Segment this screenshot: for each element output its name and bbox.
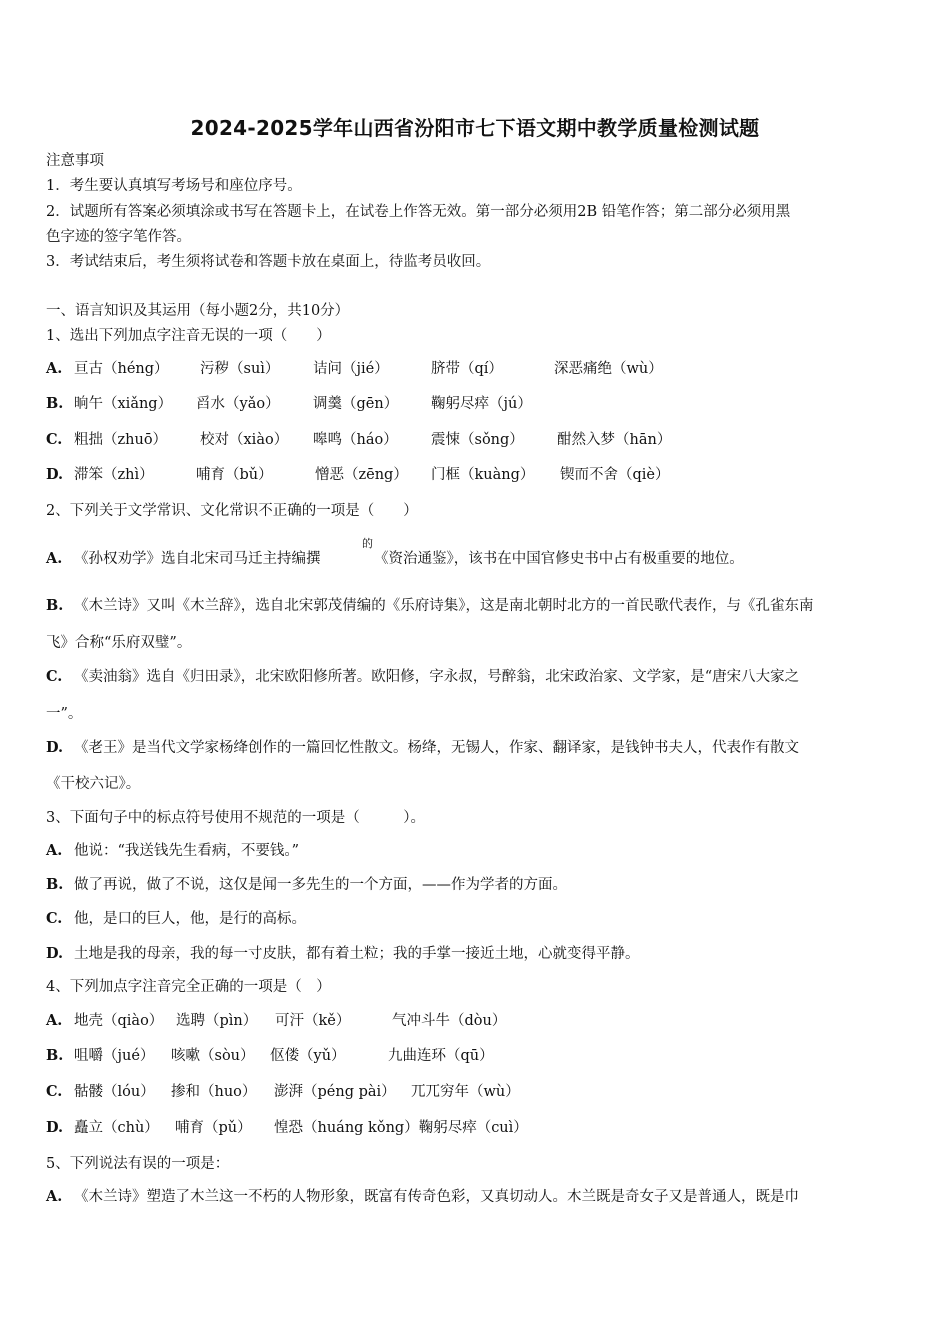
question-4-stem: 4、下列加点字注音完全正确的一项是（ ） (46, 979, 331, 995)
q3-option-c-text: 他，是口的巨人，他，是行的高标。 (74, 911, 306, 927)
q3-option-a-text: 他说：“我送钱先生看病，不要钱。” (74, 843, 300, 859)
q2-option-a-text-1: 《孙权劝学》选自北宋司马迁主持编撰 (74, 551, 321, 567)
q2-option-b-label: B. (46, 597, 64, 614)
q2-option-d-line-2: 《干校六记》。 (46, 776, 141, 792)
q1-option-d-label: D. (46, 466, 64, 483)
question-5-stem: 5、下列说法有误的一项是： (46, 1156, 230, 1172)
section-heading: 一、语言知识及其运用（每小题2分，共10分） (46, 303, 350, 319)
q1-d-item-1: 滞笨（zhì） (74, 467, 154, 483)
notice-heading: 注意事项 (46, 153, 104, 169)
q2-option-d-label: D. (46, 739, 64, 756)
q1-a-item-3: 诘问（jié） (313, 361, 389, 377)
q1-a-item-1: 亘古（héng） (74, 361, 169, 377)
q1-c-item-3: 嗥鸣（háo） (313, 432, 398, 448)
q1-c-item-1: 粗拙（zhuō） (74, 432, 168, 448)
q1-c-item-5: 酣然入梦（hān） (557, 432, 672, 448)
q2-option-a-raised-char: 的 (362, 537, 373, 550)
q1-d-item-4: 门框（kuàng） (431, 467, 535, 483)
q1-c-item-2: 校对（xiào） (200, 432, 289, 448)
q3-option-a-label: A. (46, 842, 63, 859)
q4-d-item-3: 惶恐（huáng kǒng）鞠躬尽瘁（cuì） (274, 1120, 528, 1136)
question-3-stem: 3、下面句子中的标点符号使用不规范的一项是（ ）。 (46, 810, 425, 826)
q1-a-item-2: 污秽（suì） (200, 361, 280, 377)
q4-a-item-4: 气冲斗牛（dòu） (392, 1013, 507, 1029)
q1-d-item-3: 憎恶（zēng） (315, 467, 408, 483)
q4-d-item-1: 矗立（chù） (74, 1120, 159, 1136)
q2-option-a-text-2: 《资治通鉴》，该书在中国官修史书中占有极重要的地位。 (374, 551, 744, 567)
q4-option-b-label: B. (46, 1047, 64, 1064)
q4-a-item-2: 选聘（pìn） (176, 1013, 258, 1029)
q4-d-item-2: 哺育（pǔ） (175, 1120, 252, 1136)
q1-option-c-label: C. (46, 431, 63, 448)
q2-option-d-line-1: 《老王》是当代文学家杨绛创作的一篇回忆性散文。杨绛，无锡人，作家、翻译家，是钱钟书夫人，代表作有散文 (74, 740, 799, 756)
q2-option-c-label: C. (46, 668, 63, 685)
q4-option-c-label: C. (46, 1083, 63, 1100)
q4-c-item-1: 骷髅（lóu） (74, 1084, 155, 1100)
question-2-stem: 2、下列关于文学常识、文化常识不正确的一项是（ ） (46, 503, 418, 519)
q1-d-item-5: 锲而不舍（qiè） (560, 467, 670, 483)
q4-c-item-4: 兀兀穷年（wù） (411, 1084, 520, 1100)
q4-option-d-label: D. (46, 1119, 64, 1136)
notice-item-2: 2．试题所有答案必须填涂或书写在答题卡上，在试卷上作答无效。第一部分必须用2B 铅笔作答；第二部分必须用黑 (46, 204, 791, 220)
q4-b-item-3: 伛偻（yǔ） (270, 1048, 346, 1064)
q2-option-a-label: A. (46, 550, 63, 567)
q1-b-item-2: 舀水（yǎo） (196, 396, 280, 412)
q4-c-item-3: 澎湃（péng pài） (274, 1084, 396, 1100)
q1-b-item-4: 鞠躬尽瘁（jú） (431, 396, 532, 412)
q3-option-b-text: 做了再说，做了不说，这仅是闻一多先生的一个方面，——作为学者的方面。 (74, 877, 567, 893)
question-1-stem: 1、选出下列加点字注音无误的一项（ ） (46, 328, 331, 344)
q4-a-item-3: 可汗（kě） (275, 1013, 351, 1029)
q1-a-item-4: 脐带（qí） (431, 361, 503, 377)
q3-option-c-label: C. (46, 910, 63, 927)
notice-item-2-cont: 色字迹的签字笔作答。 (46, 229, 191, 245)
q4-b-item-2: 咳嗽（sòu） (171, 1048, 255, 1064)
q3-option-d-label: D. (46, 945, 64, 962)
q3-option-d-text: 土地是我的母亲，我的每一寸皮肤，都有着土粒；我的手掌一接近土地，心就变得平静。 (74, 946, 640, 962)
q4-a-item-1: 地壳（qiào） (74, 1013, 164, 1029)
q4-b-item-1: 咀嚼（jué） (74, 1048, 155, 1064)
q1-b-item-1: 晌午（xiǎng） (74, 396, 173, 412)
q2-option-c-line-1: 《卖油翁》选自《归田录》，北宋欧阳修所著。欧阳修，字永叔，号醉翁，北宋政治家、文学家，是“唐宋八大家之 (74, 669, 800, 685)
q1-option-a-label: A. (46, 360, 63, 377)
q5-option-a-label: A. (46, 1188, 63, 1205)
q2-option-b-line-2: 飞》合称“乐府双璧”。 (46, 635, 192, 651)
document-title: 2024-2025学年山西省汾阳市七下语文期中教学质量检测试题 (190, 116, 760, 140)
q1-d-item-2: 哺育（bǔ） (196, 467, 273, 483)
q4-option-a-label: A. (46, 1012, 63, 1029)
q1-c-item-4: 震悚（sǒng） (431, 432, 524, 448)
q1-option-b-label: B. (46, 395, 64, 412)
q1-b-item-3: 调羹（gēn） (313, 396, 399, 412)
q1-a-item-5: 深恶痛绝（wù） (554, 361, 663, 377)
q4-c-item-2: 掺和（huo） (171, 1084, 257, 1100)
q5-option-a-line-1: 《木兰诗》塑造了木兰这一不朽的人物形象，既富有传奇色彩，又真切动人。木兰既是奇女子又是普通人，既是巾 (74, 1189, 799, 1205)
notice-item-1: 1．考生要认真填写考场号和座位序号。 (46, 178, 302, 194)
q2-option-c-line-2: 一”。 (46, 706, 83, 722)
q2-option-b-line-1: 《木兰诗》又叫《木兰辞》，选自北宋郭茂倩编的《乐府诗集》，这是南北朝时北方的一首民歌代表作，与《孔雀东南 (74, 598, 814, 614)
notice-item-3: 3．考试结束后，考生须将试卷和答题卡放在桌面上，待监考员收回。 (46, 254, 491, 270)
q4-b-item-4: 九曲连环（qū） (388, 1048, 494, 1064)
q3-option-b-label: B. (46, 876, 64, 893)
